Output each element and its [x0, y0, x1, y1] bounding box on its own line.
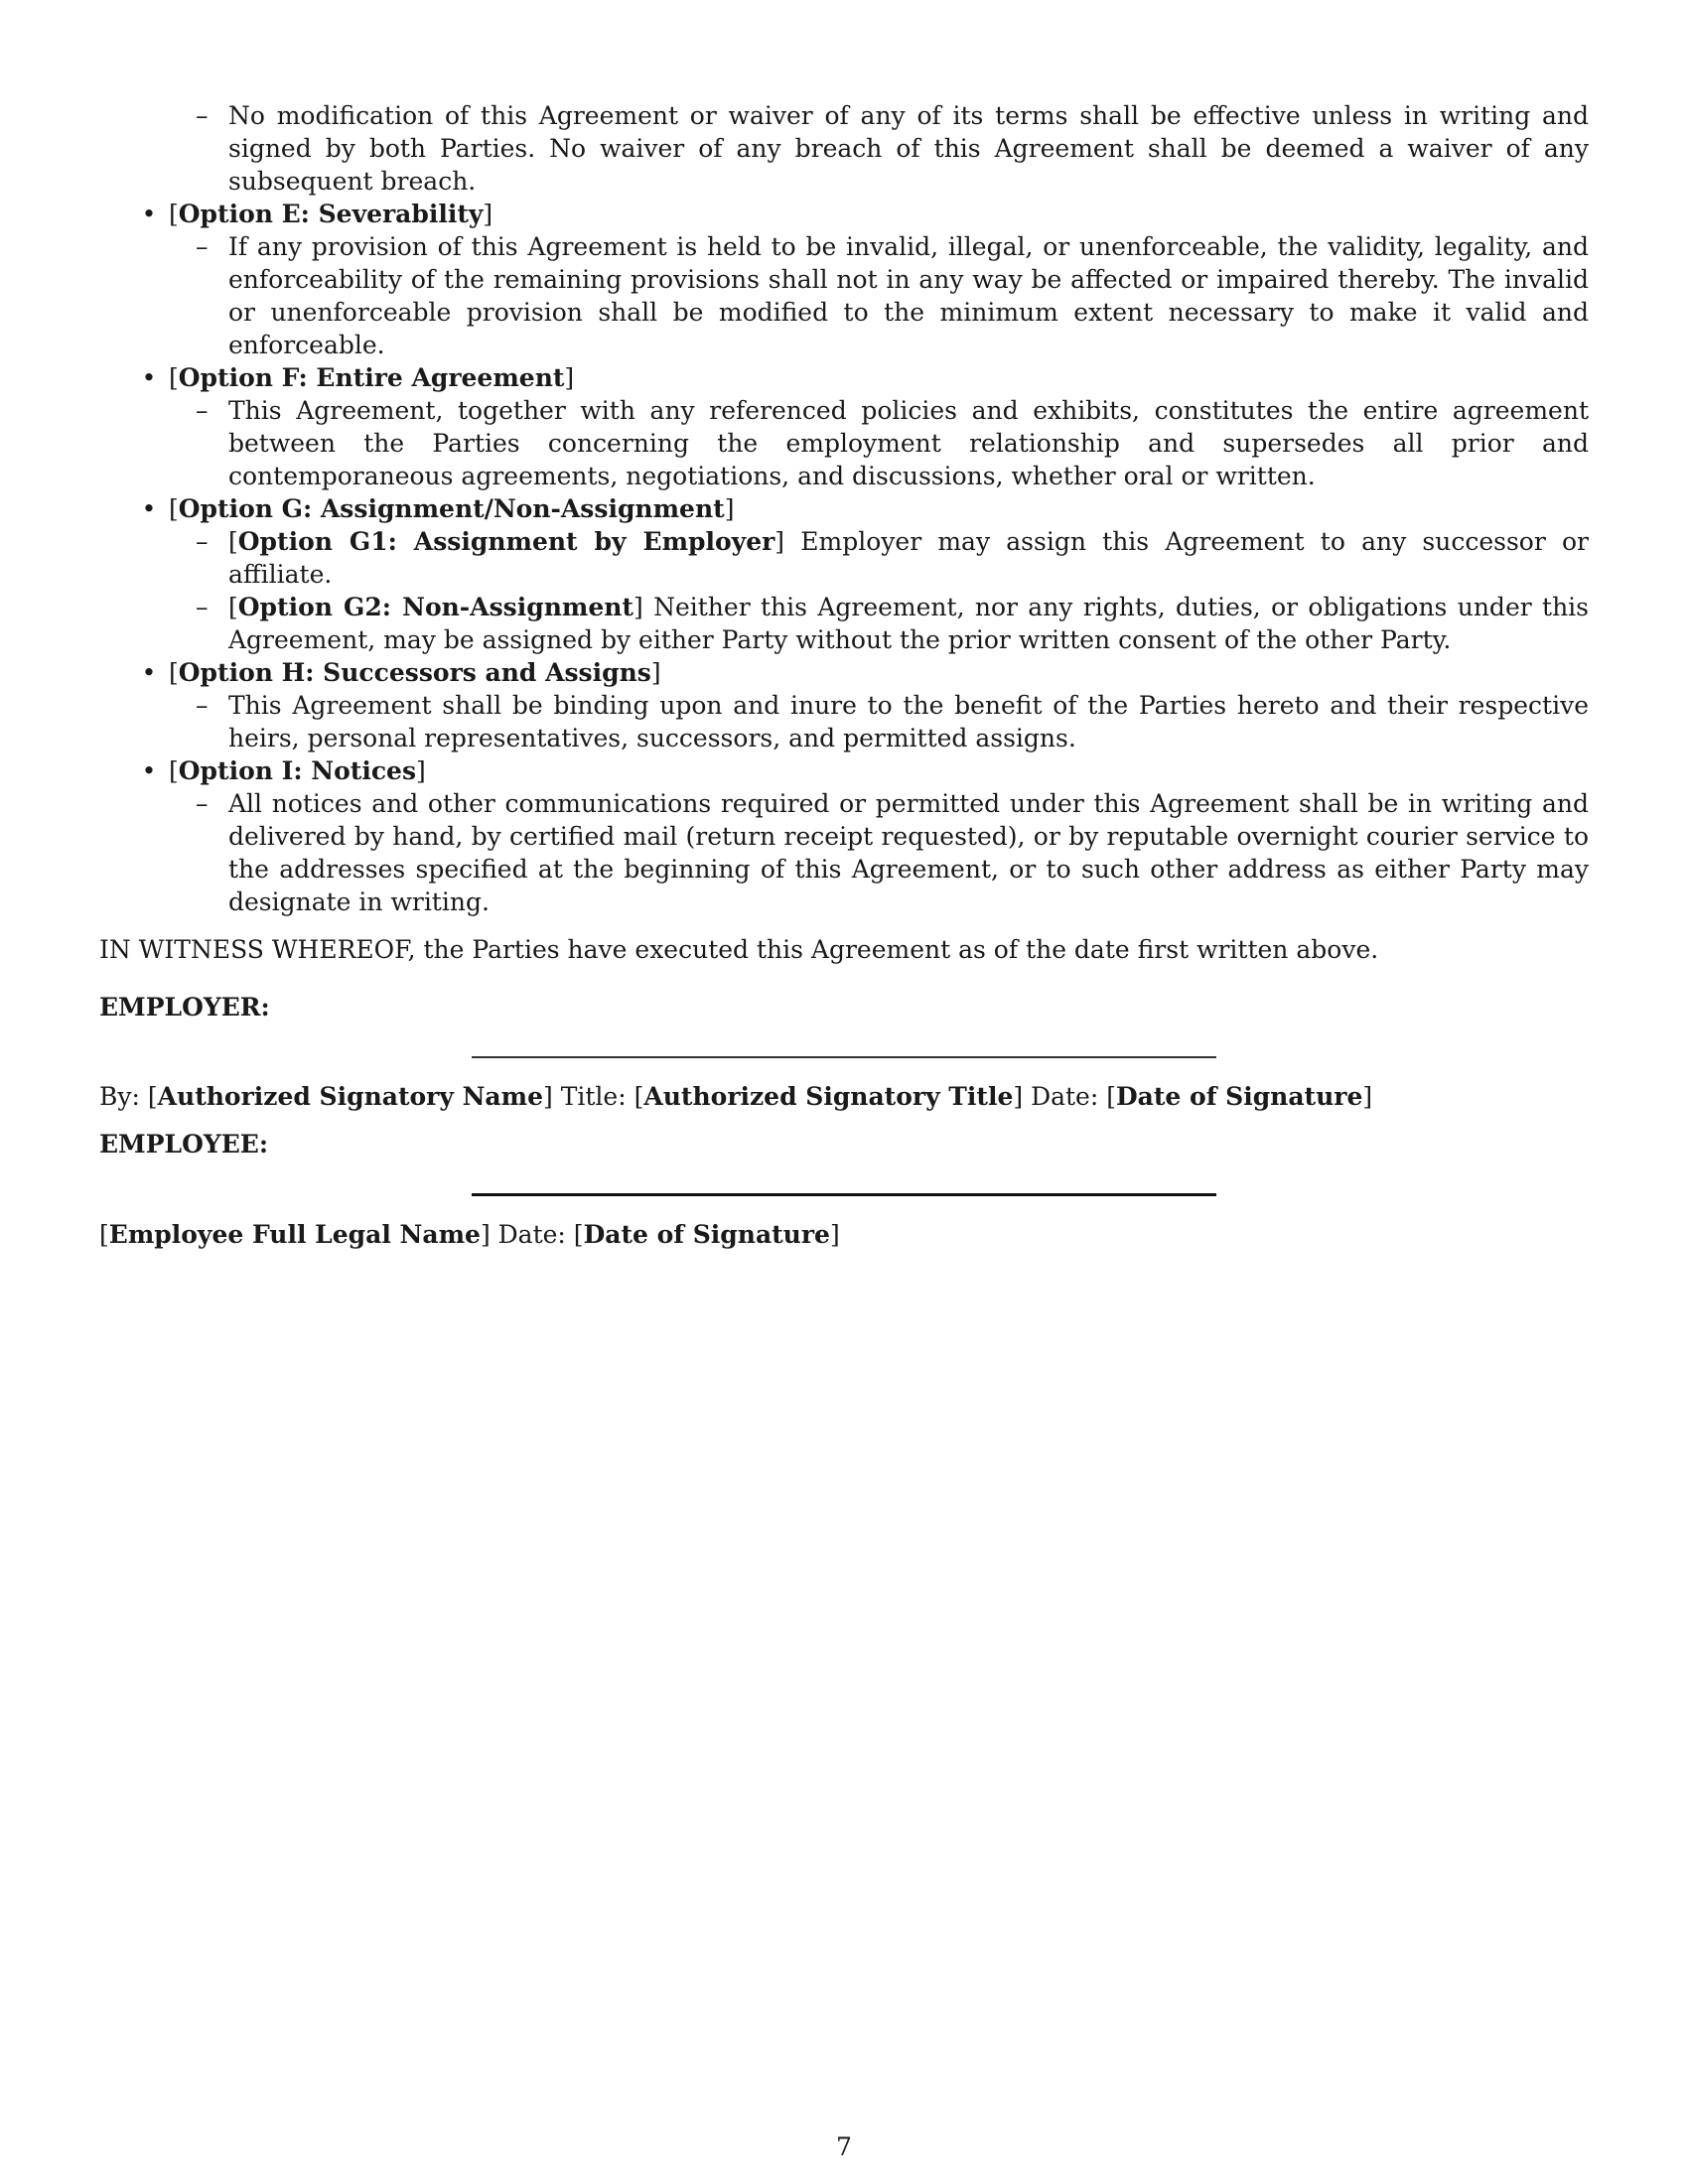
option-heading: [Option F: Entire Agreement] — [169, 363, 575, 392]
employee-signature-line[interactable] — [472, 1193, 1216, 1196]
bullet-marker: • — [141, 658, 157, 687]
dash-marker: – — [196, 593, 209, 621]
dash-marker: – — [196, 691, 209, 720]
option-i-subitems — [169, 787, 1589, 918]
option-heading: [Option G: Assignment/Non-Assignment] — [169, 494, 735, 523]
option-heading: [Option I: Notices] — [169, 756, 426, 785]
option-h-subitems — [169, 689, 1589, 754]
bullet-marker: • — [141, 363, 157, 392]
list-item — [99, 591, 1589, 656]
dash-marker: – — [196, 101, 209, 130]
option-heading: [Option E: Severability] — [169, 200, 493, 228]
option-e-subitems — [169, 230, 1589, 361]
option-f-subitems — [169, 394, 1589, 492]
bullet-marker: • — [141, 200, 157, 228]
employee-name: Employee Full Legal Name — [108, 1220, 481, 1249]
list-item — [99, 394, 1589, 492]
dash-marker: – — [196, 396, 209, 425]
employer-label: EMPLOYER: — [99, 993, 270, 1022]
subitem-text: No modification of this Agreement or waiver of any of its terms shall be effective unless in writing and signed by both Parties. No waiver of any breach of this Agreement shall be deemed a waiver of any subsequent breach. — [228, 101, 1589, 196]
title-label: Title: — [560, 1082, 627, 1111]
employee-label: EMPLOYEE: — [99, 1130, 269, 1159]
employee-signature-details: [Employee Full Legal Name] Date: [Date of Signature] — [99, 1220, 840, 1249]
option-heading: [Option H: Successors and Assigns] — [169, 658, 661, 687]
dash-marker: – — [196, 789, 209, 818]
subitem-label: [Option G2: Non-Assignment] — [228, 593, 643, 621]
option-g-subitems — [169, 525, 1589, 656]
dash-marker: – — [196, 232, 209, 261]
options-list — [99, 198, 1589, 918]
subitem-text: This Agreement shall be binding upon and inure to the benefit of the Parties hereto and their respective heirs, personal representatives, successors, and permitted assigns. — [228, 691, 1589, 752]
option-g-item — [99, 492, 1589, 656]
list-item — [169, 99, 1589, 198]
by-label: By: — [99, 1082, 140, 1111]
option-e-item — [99, 198, 1589, 361]
subitem-text: If any provision of this Agreement is held to be invalid, illegal, or unenforceable, the validity, legality, and enforceability of the remaining provisions shall not in any way be affected or impaired thereby. The invalid or unenforceable provision shall be modified to the minimum extent necessary to make it valid and enforceable. — [228, 232, 1589, 359]
list-item — [99, 525, 1589, 591]
dash-marker: – — [196, 527, 209, 556]
employer-signatory-name: Authorized Signatory Name — [157, 1082, 543, 1111]
subitem-text: All notices and other communications required or permitted under this Agreement shall be in writing and delivered by hand, by certified mail (return receipt requested), or by reputable overnight courier service to the addresses specified at the beginning of this Agreement, or to such other address as either Party may designate in writing. — [228, 789, 1589, 916]
date-label: Date: — [497, 1220, 566, 1249]
date-label: Date: — [1031, 1082, 1099, 1111]
option-i-item — [99, 754, 1589, 918]
subitem-label: [Option G1: Assignment by Employer] — [228, 527, 785, 556]
page-number: 7 — [836, 2132, 852, 2161]
list-item — [99, 787, 1589, 918]
witness-statement: IN WITNESS WHEREOF, the Parties have executed this Agreement as of the date first written above. — [99, 935, 1379, 964]
subitem-text: Employer may assign this Agreement to any successor or affiliate. — [228, 527, 1589, 589]
option-f-item — [99, 361, 1589, 492]
employer-signatory-title: Authorized Signatory Title — [643, 1082, 1014, 1111]
subitem-text: This Agreement, together with any referenced policies and exhibits, constitutes the entire agreement between the Parties concerning the employment relationship and supersedes all prior and contemporaneous agreements, negotiations, and discussions, whether oral or written. — [228, 396, 1589, 490]
employer-signature-details: By: [Authorized Signatory Name] Title: [Authorized Signatory Title] Date: [Date of Signature] — [99, 1082, 1373, 1111]
option-h-item — [99, 656, 1589, 754]
document-page — [99, 99, 1589, 1251]
list-item — [99, 689, 1589, 754]
bullet-marker: • — [141, 494, 157, 523]
employee-signature-date: Date of Signature — [583, 1220, 830, 1249]
bullet-marker: • — [141, 756, 157, 785]
employer-signature-line[interactable] — [472, 1056, 1216, 1058]
employer-signature-date: Date of Signature — [1115, 1082, 1363, 1111]
subitem-text: Neither this Agreement, nor any rights, duties, or obligations under this Agreement, may be assigned by either Party without the prior written consent of the other Party. — [228, 593, 1590, 654]
list-item — [99, 230, 1589, 361]
continued-subitem-list — [99, 99, 1589, 198]
